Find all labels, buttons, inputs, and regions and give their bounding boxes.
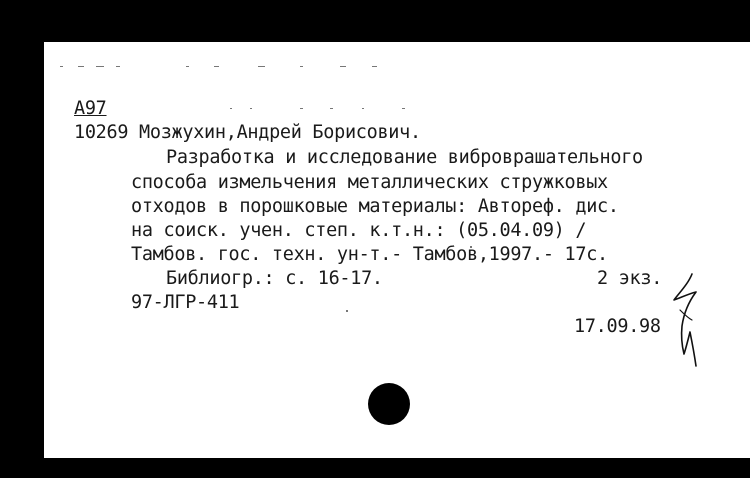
title-line-2: способа измельчения металлических стружковых: [131, 172, 608, 193]
entry-heading: 10269 Мозжухин,Андрей Борисович.: [74, 122, 421, 143]
title-line-4: на соиск. учен. степ. к.т.н.: (05.04.09) /: [131, 220, 587, 241]
title-line-1: Разработка и исследование виброврашательного: [166, 147, 643, 168]
catalog-code: 97-ЛГР-411: [131, 292, 240, 313]
shelf-mark: А97: [74, 98, 107, 119]
punch-hole: [368, 383, 410, 425]
date-stamp: 17.09.98: [574, 316, 661, 337]
handwritten-signature: [666, 270, 702, 370]
bibliography-note: Библиогр.: с. 16-17.: [166, 268, 383, 289]
title-line-3: отходов в порошковые материалы: Автореф. дис.: [131, 196, 619, 217]
copies-count: 2 экз.: [597, 268, 663, 289]
title-line-5: Тамбов. гос. техн. ун-т.- Тамбов,1997.- 17с.: [131, 244, 608, 265]
